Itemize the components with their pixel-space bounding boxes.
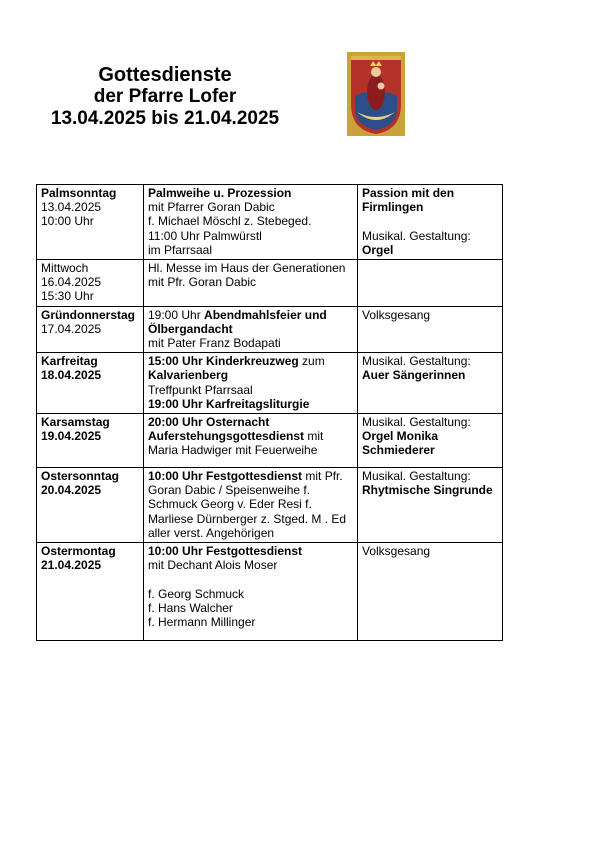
table-row (37, 185, 503, 260)
music-cell (358, 468, 503, 543)
service-line (148, 572, 353, 586)
service-text: mit Dechant Alois Moser (148, 558, 278, 573)
service-line (148, 308, 353, 322)
day-line: 16.04.2025 (41, 275, 102, 290)
service-text: 20:00 Uhr Osternacht (148, 415, 270, 430)
service-text: mit Pfarrer Goran Dabic (148, 200, 275, 215)
service-line (148, 322, 353, 336)
table-row (37, 414, 503, 468)
day-line: 13.04.2025 (41, 200, 102, 215)
service-text: Schmuck Georg v. Eder Resi f. (148, 497, 312, 512)
music-text: Firmlingen (362, 200, 424, 215)
music-line (362, 415, 498, 429)
day-line: Karsamstag (41, 415, 110, 430)
day-line: 15:30 Uhr (41, 289, 94, 304)
service-line (148, 558, 353, 572)
day-line: 21.04.2025 (41, 558, 102, 573)
service-schedule-table (36, 184, 503, 641)
music-line (362, 354, 498, 368)
service-line (148, 587, 353, 601)
service-line (148, 429, 353, 443)
title-line-3: 13.04.2025 bis 21.04.2025 (50, 108, 280, 129)
service-line (148, 275, 353, 289)
service-text: Treffpunkt Pfarrsaal (148, 382, 253, 397)
service-line (148, 397, 353, 411)
music-line (362, 214, 498, 228)
table-row (37, 260, 503, 307)
music-cell (358, 414, 503, 468)
service-cell (144, 468, 358, 543)
service-line (148, 601, 353, 615)
day-line: 20.04.2025 (41, 483, 102, 498)
service-line (148, 544, 353, 558)
service-cell (144, 353, 358, 414)
music-line (362, 443, 498, 457)
service-text: Ölbergandacht (148, 321, 233, 336)
service-line (148, 383, 353, 397)
service-text: Hl. Messe im Haus der Generationen (148, 261, 346, 276)
service-cell (144, 306, 358, 353)
service-line (148, 243, 353, 257)
day-line: 10:00 Uhr (41, 214, 94, 229)
music-text: Orgel (362, 242, 394, 257)
page-title (40, 64, 290, 130)
service-line (148, 186, 353, 200)
service-cell (144, 414, 358, 468)
music-cell (358, 260, 503, 307)
service-cell (144, 260, 358, 307)
music-cell (358, 306, 503, 353)
music-text: Orgel Monika (362, 429, 439, 444)
music-text: Passion mit den (362, 186, 455, 200)
music-text: Auer Sängerinnen (362, 368, 466, 383)
service-text: Auferstehungsgottesdienst (148, 429, 305, 444)
music-line (362, 186, 498, 200)
day-cell (37, 543, 144, 641)
music-line (362, 469, 498, 483)
day-cell (37, 185, 144, 260)
music-cell (358, 353, 503, 414)
music-line (362, 229, 498, 243)
music-text: Volksgesang (362, 307, 431, 322)
service-text: 15:00 Uhr Kinderkreuzweg (148, 354, 299, 369)
service-text: f. Hermann Millinger (148, 615, 256, 630)
service-line (148, 497, 353, 511)
service-text: mit Pfr. Goran Dabic (148, 275, 257, 290)
service-line (148, 229, 353, 243)
service-text: 10:00 Uhr Festgottesdienst (148, 469, 303, 484)
service-line (148, 615, 353, 629)
music-line (362, 483, 498, 497)
day-line: Mittwoch (41, 261, 89, 276)
music-text: Musikal. Gestaltung: (362, 469, 471, 484)
service-text: 10:00 Uhr Festgottesdienst (148, 544, 303, 559)
day-cell (37, 353, 144, 414)
music-cell (358, 543, 503, 641)
title-line-2: der Pfarre Lofer (93, 86, 237, 107)
service-line (148, 336, 353, 350)
music-line (362, 368, 498, 382)
day-line: Ostersonntag (41, 469, 120, 484)
music-text: Musikal. Gestaltung: (362, 354, 471, 369)
service-text: 11:00 Uhr Palmwürstl (148, 228, 262, 243)
service-text: aller verst. Angehörigen (148, 525, 275, 540)
music-text: Musikal. Gestaltung: (362, 228, 471, 243)
service-line (148, 469, 353, 483)
music-text: Schmiederer (362, 443, 435, 458)
music-cell (358, 185, 503, 260)
service-line (148, 443, 353, 457)
day-line: Karfreitag (41, 354, 98, 369)
service-text: mit Pfr. (302, 469, 343, 484)
day-line: Ostermontag (41, 544, 116, 559)
service-text: Kalvarienberg (148, 368, 229, 383)
service-text: im Pfarrsaal (148, 242, 213, 257)
service-text: Marliese Dürnberger z. Stged. M . Ed (148, 511, 347, 526)
day-line: Gründonnerstag (41, 307, 136, 322)
service-text: Goran Dabic / Speisenweihe f. (148, 483, 311, 498)
service-line (148, 368, 353, 382)
service-text: 19:00 Uhr (148, 307, 205, 322)
service-text: Abendmahlsfeier und (204, 307, 327, 322)
service-cell (144, 543, 358, 641)
service-cell (144, 185, 358, 260)
service-text: Palmweihe u. Prozession (148, 186, 292, 200)
day-cell (37, 260, 144, 307)
service-text: f. Georg Schmuck (148, 586, 245, 601)
table-row (37, 306, 503, 353)
day-line: Palmsonntag (41, 186, 117, 200)
madonna-emblem-icon (347, 52, 405, 136)
service-line (148, 200, 353, 214)
music-line (362, 243, 498, 257)
table-row (37, 353, 503, 414)
service-text: 19:00 Uhr Karfreitagsliturgie (148, 396, 310, 411)
table-row (37, 468, 503, 543)
music-text: Rhytmische Singrunde (362, 483, 493, 498)
service-text: mit Pater Franz Bodapati (148, 336, 281, 351)
service-line (148, 526, 353, 540)
day-line: 19.04.2025 (41, 429, 102, 444)
day-cell (37, 414, 144, 468)
service-line (148, 483, 353, 497)
music-line (362, 544, 498, 558)
music-text: Volksgesang (362, 544, 431, 559)
music-line (362, 200, 498, 214)
service-line (148, 261, 353, 275)
table-row (37, 543, 503, 641)
day-line: 17.04.2025 (41, 321, 102, 336)
service-text: mit (304, 429, 324, 444)
service-line (148, 415, 353, 429)
service-line (148, 512, 353, 526)
title-line-1: Gottesdienste (98, 64, 232, 86)
day-cell (37, 468, 144, 543)
music-text: Musikal. Gestaltung: (362, 415, 471, 430)
service-text: zum (298, 354, 325, 369)
service-line (148, 354, 353, 368)
music-line (362, 308, 498, 322)
service-text: f. Michael Möschl z. Stebeged. (148, 214, 312, 229)
service-text: Maria Hadwiger mit Feuerweihe (148, 443, 318, 458)
music-line (362, 429, 498, 443)
service-line (148, 214, 353, 228)
day-line: 18.04.2025 (41, 368, 102, 383)
service-text: f. Hans Walcher (148, 600, 233, 615)
day-cell (37, 306, 144, 353)
